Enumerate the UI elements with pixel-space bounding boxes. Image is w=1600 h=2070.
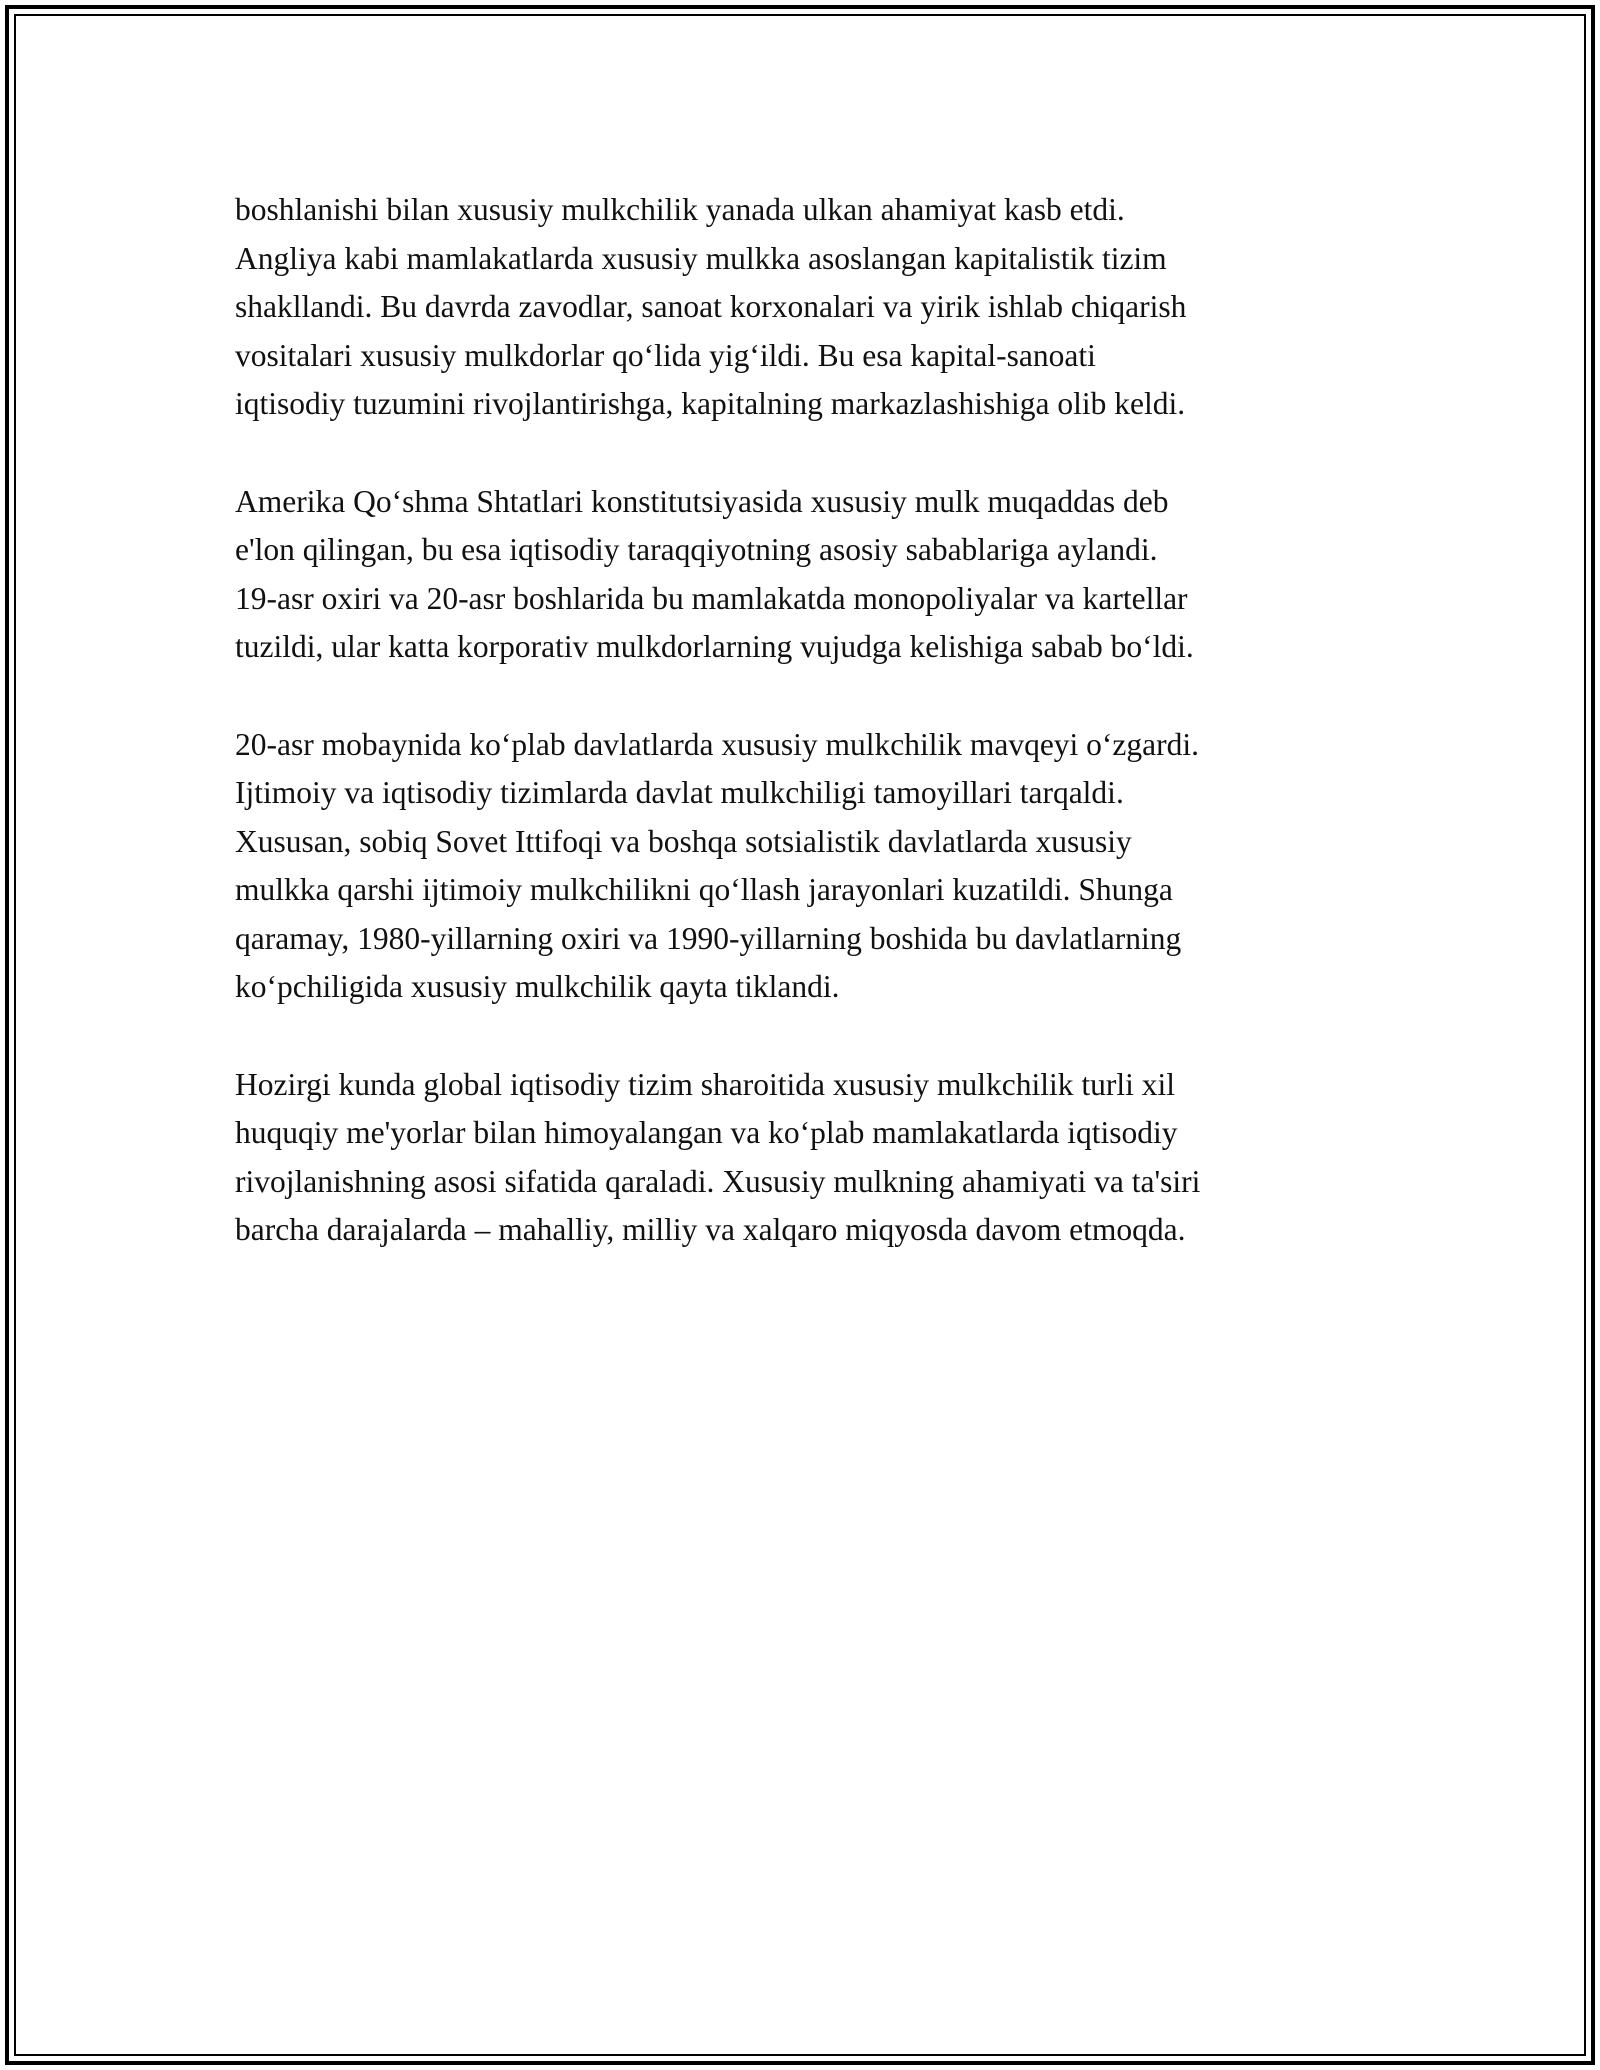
text-line: Angliya kabi mamlakatlarda xususiy mulkka asoslangan kapitalistik tizim xyxy=(235,240,1167,276)
text-line: Ijtimoiy va iqtisodiy tizimlarda davlat mulkchiligi tamoyillari tarqaldi. xyxy=(235,775,1124,810)
document-body xyxy=(235,186,1365,1304)
text-line: e'lon qilingan, bu esa iqtisodiy taraqqiyotning asosiy sabablariga aylandi. xyxy=(235,532,1158,567)
text-line: 19-asr oxiri va 20-asr boshlarida bu mamlakatda monopoliyalar va kartellar xyxy=(235,580,1188,616)
text-line: Amerika Qo‘shma Shtatlari konstitutsiyasida xususiy mulk muqaddas deb xyxy=(235,483,1169,519)
text-line: rivojlanishning asosi sifatida qaraladi. Xususiy mulkning ahamiyati va ta'siri xyxy=(235,1163,1201,1199)
paragraph-2 xyxy=(235,478,1365,672)
text-line: ko‘pchiligida xususiy mulkchilik qayta tiklandi. xyxy=(235,969,840,1004)
paragraph-4 xyxy=(235,1061,1365,1255)
text-line: vositalari xususiy mulkdorlar qo‘lida yig‘ildi. Bu esa kapital-sanoati xyxy=(235,337,1096,373)
text-line: huquqiy me'yorlar bilan himoyalangan va ko‘plab mamlakatlarda iqtisodiy xyxy=(235,1115,1178,1150)
text-line: tuzildi, ular katta korporativ mulkdorlarning vujudga kelishiga sabab bo‘ldi. xyxy=(235,629,1194,664)
text-line: boshlanishi bilan xususiy mulkchilik yanada ulkan ahamiyat kasb etdi. xyxy=(235,192,1125,227)
paragraph-3 xyxy=(235,721,1365,1012)
text-line: shakllandi. Bu davrda zavodlar, sanoat korxonalari va yirik ishlab chiqarish xyxy=(235,289,1187,324)
text-line: 20-asr mobaynida ko‘plab davlatlarda xususiy mulkchilik mavqeyi o‘zgardi. xyxy=(235,726,1199,762)
text-line: Xususan, sobiq Sovet Ittifoqi va boshqa sotsialistik davlatlarda xususiy xyxy=(235,823,1132,859)
text-line: Hozirgi kunda global iqtisodiy tizim sharoitida xususiy mulkchilik turli xil xyxy=(235,1066,1175,1102)
text-line: barcha darajalarda – mahalliy, milliy va xalqaro miqyosda davom etmoqda. xyxy=(235,1212,1186,1247)
paragraph-1 xyxy=(235,186,1365,429)
text-line: mulkka qarshi ijtimoiy mulkchilikni qo‘llash jarayonlari kuzatildi. Shunga xyxy=(235,872,1173,907)
text-line: qaramay, 1980-yillarning oxiri va 1990-yillarning boshida bu davlatlarning xyxy=(235,920,1182,956)
text-line: iqtisodiy tuzumini rivojlantirishga, kapitalning markazlashishiga olib keldi. xyxy=(235,386,1186,421)
